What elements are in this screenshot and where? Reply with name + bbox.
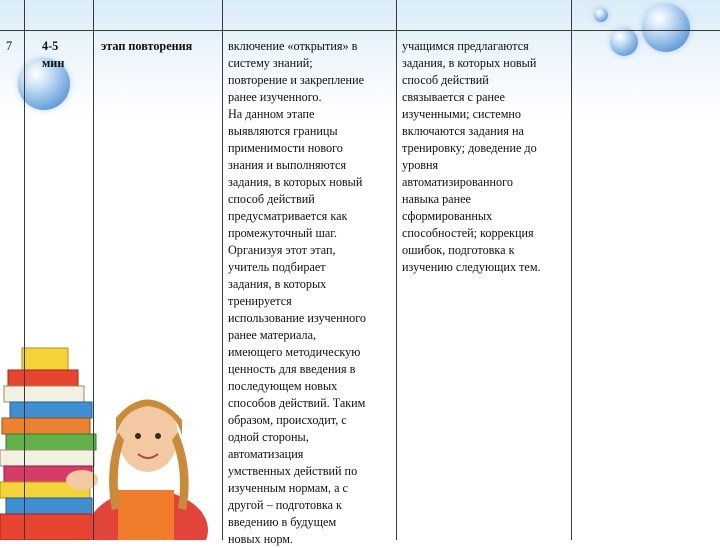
teacher-activity-line: способов действий. Таким [228, 396, 366, 410]
stage-name: этап повторения [101, 39, 193, 53]
duration-unit: мин [42, 56, 65, 70]
teacher-activity-line: автоматизация [228, 447, 304, 461]
teacher-activity-line: систему знаний; [228, 56, 313, 70]
teacher-activity-line: использование изученного [228, 311, 367, 325]
teacher-activity-line: другой – подготовка к [228, 498, 342, 512]
teacher-activity-line: знания и выполняются [228, 158, 347, 172]
student-activity-line: навыка ранее [402, 192, 471, 206]
column-divider [571, 0, 572, 540]
teacher-activity-line: ценность для введения в [228, 362, 356, 376]
teacher-activity-line: предусматривается как [228, 209, 348, 223]
teacher-activity-line: повторение и закрепление [228, 73, 365, 87]
teacher-activity-line: одной стороны, [228, 430, 309, 444]
teacher-activity-line: умственных действий по [228, 464, 358, 478]
student-activity-line: задания, в которых новый [402, 56, 537, 70]
teacher-activity-line: включение «открытия» в [228, 39, 358, 53]
duration-value: 4-5 [42, 39, 59, 53]
teacher-activity-line: изученным нормам, а с [228, 481, 348, 495]
teacher-activity-line: образом, происходит, с [228, 413, 347, 427]
teacher-activity-line: промежуточный шаг. [228, 226, 337, 240]
teacher-activity-line: применимости нового [228, 141, 343, 155]
teacher-activity-line: ранее изученного. [228, 90, 322, 104]
teacher-activity-line: ранее материала, [228, 328, 317, 342]
student-activity-line: изучению следующих тем. [402, 260, 541, 274]
teacher-activity-line: введению в будущем [228, 515, 337, 529]
row-number: 7 [6, 39, 13, 53]
teacher-activity-line: имеющего методическую [228, 345, 361, 359]
student-activity-line: ошибок, подготовка к [402, 243, 515, 257]
column-divider [24, 0, 25, 540]
student-activity-line: способностей; коррекция [402, 226, 534, 240]
column-divider [222, 0, 223, 540]
stage-duration [42, 38, 82, 72]
teacher-activity-line: новых норм. [228, 532, 293, 546]
student-activity-line: учащимся предлагаются [402, 39, 529, 53]
teacher-activity-line: Организуя этот этап, [228, 243, 336, 257]
student-activity-text [402, 38, 570, 276]
row-divider [0, 30, 720, 31]
student-activity-line: способ действий [402, 73, 489, 87]
teacher-activity-text [228, 38, 390, 548]
teacher-activity-line: способ действий [228, 192, 315, 206]
student-activity-line: сформированных [402, 209, 493, 223]
teacher-activity-line: последующем новых [228, 379, 338, 393]
student-activity-line: уровня [402, 158, 439, 172]
student-activity-line: включаются задания на [402, 124, 524, 138]
teacher-activity-line: задания, в которых новый [228, 175, 363, 189]
student-activity-line: связывается с ранее [402, 90, 505, 104]
column-divider [93, 0, 94, 540]
teacher-activity-line: задания, в которых [228, 277, 327, 291]
student-activity-line: автоматизированного [402, 175, 513, 189]
column-divider [396, 0, 397, 540]
student-activity-line: тренировку; доведение до [402, 141, 537, 155]
teacher-activity-line: выявляются границы [228, 124, 338, 138]
student-activity-line: изученными; системно [402, 107, 522, 121]
teacher-activity-line: На данном этапе [228, 107, 315, 121]
teacher-activity-line: учитель подбирает [228, 260, 326, 274]
teacher-activity-line: тренируется [228, 294, 292, 308]
